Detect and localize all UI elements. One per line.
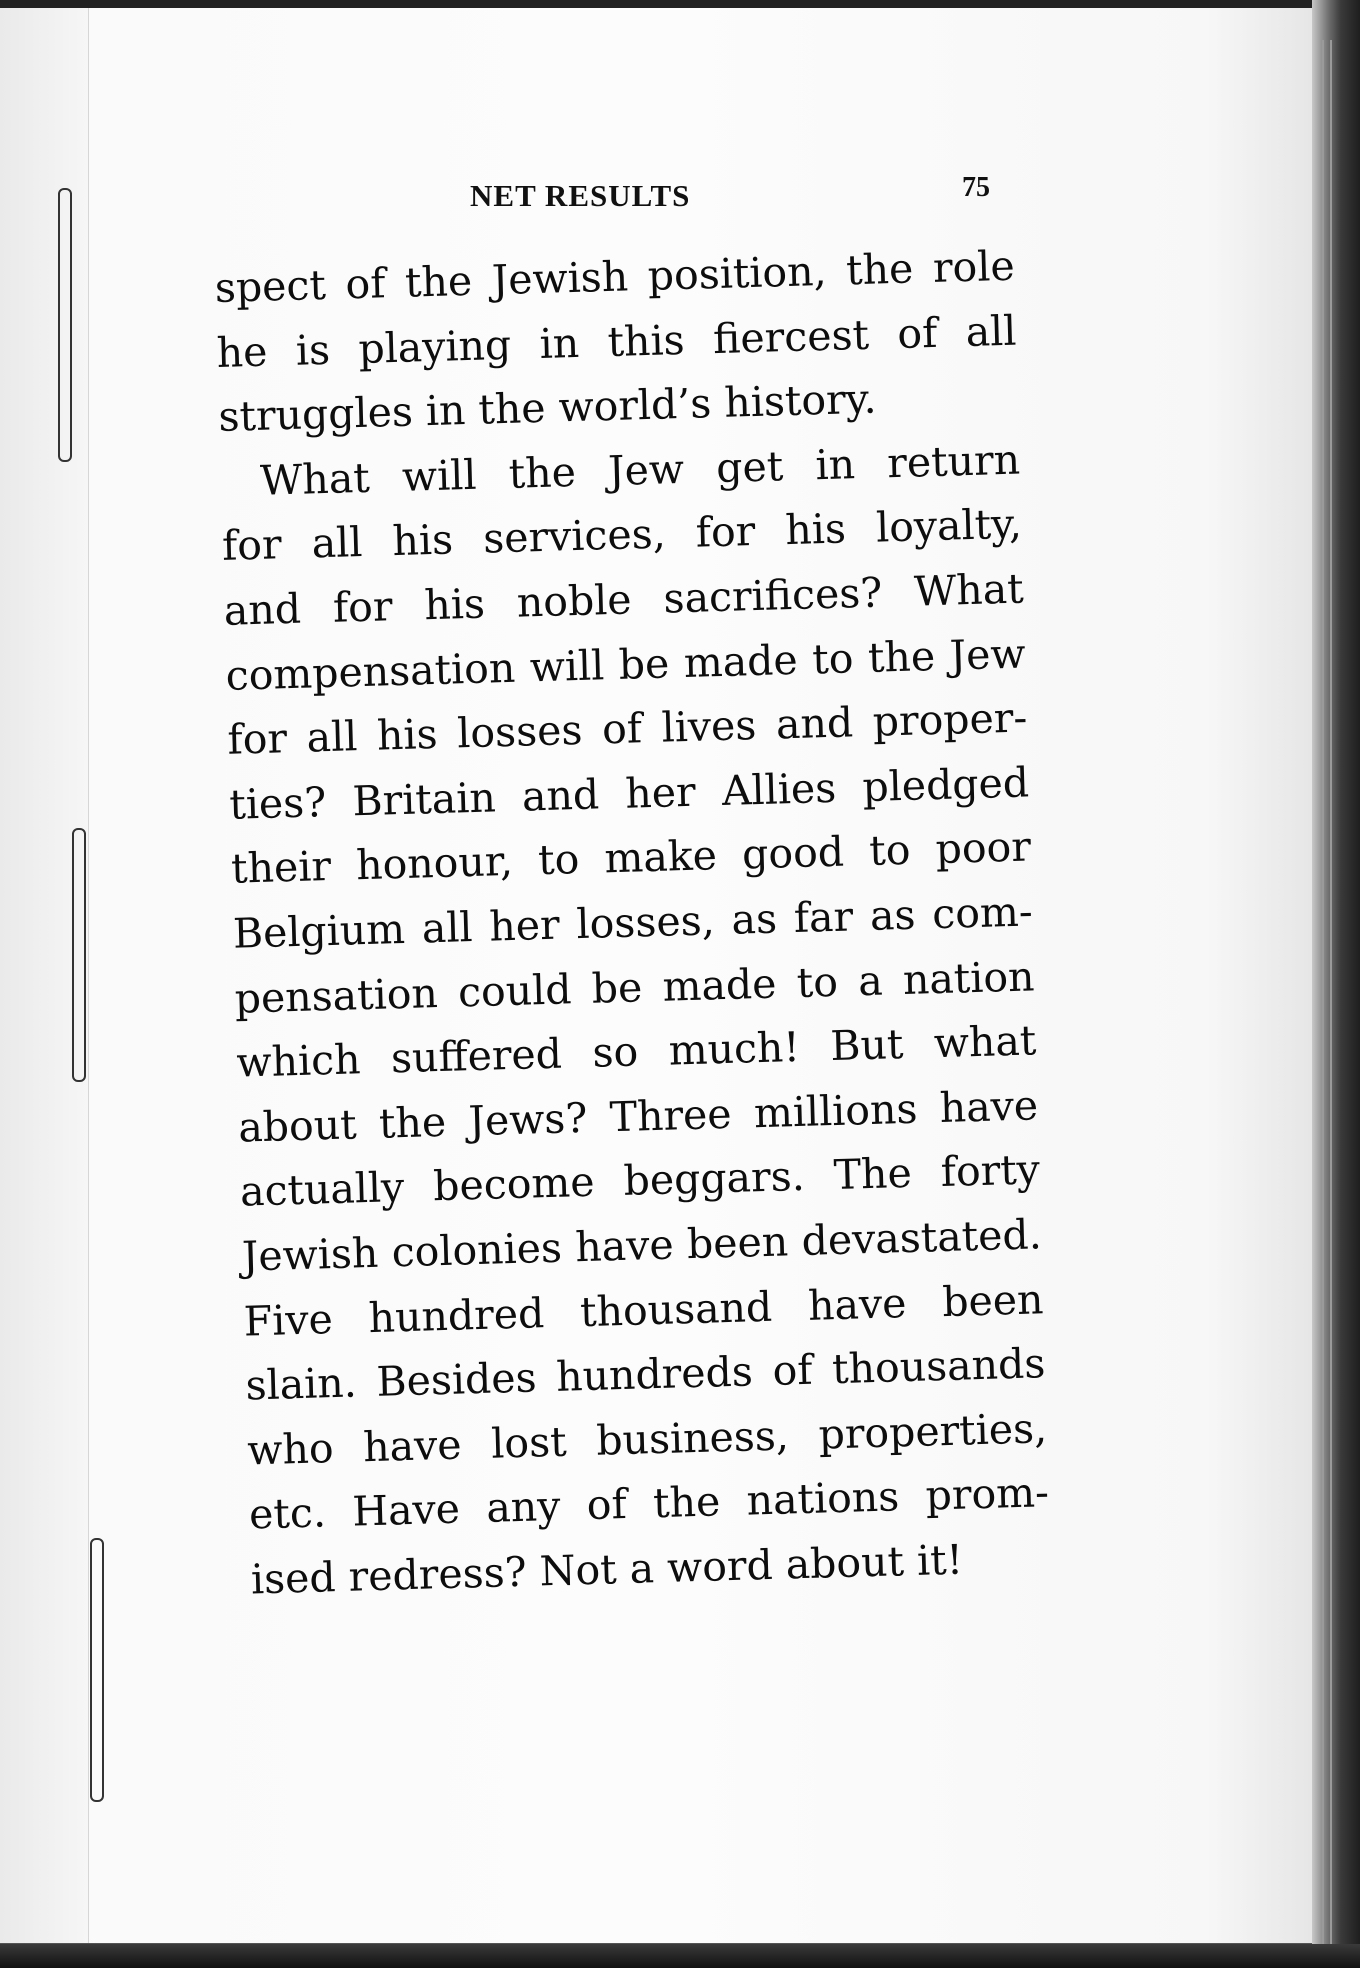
text-line: pensation could be made to a nation [234, 951, 1036, 1023]
text-line: and for his noble sacrifices? What [223, 564, 1025, 635]
text-line: Five hundred thousand have been [243, 1274, 1045, 1346]
bottom-edge-shadow [0, 1944, 1360, 1968]
page-number: 75 [962, 172, 990, 203]
page-edge-shadow [1312, 0, 1360, 1968]
text-line: ised redress? Not a word about it! [250, 1535, 964, 1604]
text-line: which suffered so much! But what [235, 1016, 1037, 1087]
text-line: Jewish colonies have been devastated. [241, 1210, 1043, 1281]
binding-stitch [90, 1538, 104, 1802]
text-line: for all his services, for his loyalty, [221, 499, 1023, 571]
page-edge-line [1322, 40, 1324, 1948]
text-line: ties? Britain and her Allies pledged [228, 758, 1030, 829]
text-line: he is playing in this fiercest of all [216, 306, 1018, 377]
text-line: for all his losses of lives and proper- [226, 693, 1028, 764]
text-line: etc. Have any of the nations prom- [248, 1468, 1050, 1539]
running-head: NET RESULTS [470, 178, 691, 213]
body-text [214, 233, 1082, 1612]
text-line: struggles in the world’s history. [217, 374, 878, 442]
text-line: who have lost business, properties, [246, 1403, 1048, 1475]
text-line: spect of the Jewish position, the role [214, 241, 1016, 312]
binding-stitch [58, 188, 72, 462]
text-line: about the Jews? Three millions have [237, 1081, 1039, 1152]
text-line: their honour, to make good to poor [230, 822, 1032, 894]
binding-stitch [72, 828, 86, 1082]
paragraph [219, 427, 1081, 1612]
book-page [0, 8, 1312, 1945]
text-line: actually become beggars. The forty [239, 1145, 1041, 1216]
paragraph [214, 233, 1049, 450]
text-line: Belgium all her losses, as far as com- [232, 887, 1034, 958]
text-line: slain. Besides hundreds of thousands [244, 1339, 1046, 1410]
text-line: What will the Jew get in return [259, 435, 1021, 505]
page-edge-line [1330, 40, 1332, 1948]
text-line: compensation will be made to the Jew [225, 629, 1027, 700]
